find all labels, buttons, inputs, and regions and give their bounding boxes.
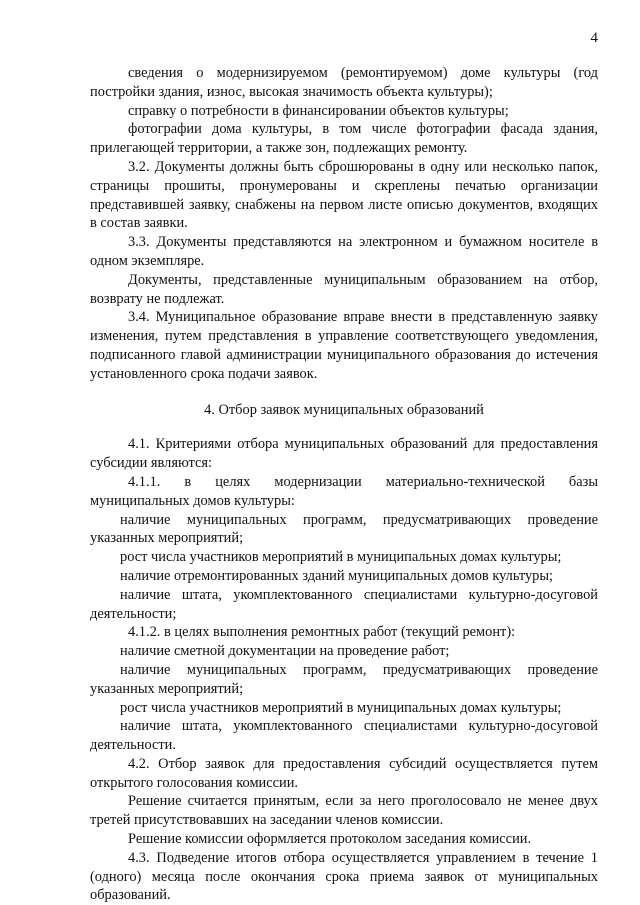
paragraph: наличие штата, укомплектованного специалистами культурно-досуговой деятельности; [90,586,598,622]
paragraph: Решение комиссии оформляется протоколом заседания комиссии. [128,831,532,848]
paragraph: наличие сметной документации на проведение работ; [120,643,450,660]
paragraph: 3.2. Документы должны быть сброшюрованы в одну или несколько папок, страницы прошиты, пронумерованы и скреплены печатью организации представившей заявку, снабжены на первом листе описью документов, входящих в состав заявки. [90,158,598,232]
paragraph: наличие муниципальных программ, предусматривающих проведение указанных мероприятий; [90,511,598,547]
paragraph: Решение считается принятым, если за него проголосовало не менее двух третей присутствовавших на заседании членов комиссии. [90,793,598,829]
paragraph: 3.4. Муниципальное образование вправе внести в представленную заявку изменения, путем представления в управление соответствующего уведомления, подписанного главой администрации муниципального образования до истечения установленного срока подачи заявок. [90,309,598,382]
paragraph: справку о потребности в финансировании объектов культуры; [128,102,509,119]
paragraph: рост числа участников мероприятий в муниципальных домах культуры; [120,699,562,716]
paragraph: 4.1.1. в целях модернизации материально-технической базы муниципальных домов культуры: [90,473,598,509]
paragraph: 4.3. Подведение итогов отбора осуществляется управлением в течение 1 (одного) месяца после окончания срока приема заявок от муниципальных образований. [90,849,598,904]
paragraph: наличие отремонтированных зданий муниципальных домов культуры; [120,567,554,584]
paragraph: рост числа участников мероприятий в муниципальных домах культуры; [120,549,562,566]
paragraph: сведения о модернизируемом (ремонтируемом) доме культуры (год постройки здания, износ, высокая значимость объекта культуры); [90,65,598,100]
paragraph: 4.2. Отбор заявок для предоставления субсидий осуществляется путем открытого голосования комиссии. [90,755,598,791]
paragraph: Документы, представленные муниципальным образованием на отбор, возврату не подлежат. [90,271,598,307]
page-number: 4 [590,30,598,46]
paragraph: 3.3. Документы представляются на электронном и бумажном носителе в одном экземпляре. [90,234,598,269]
paragraph: 4.1.2. в целях выполнения ремонтных работ (текущий ремонт): [128,624,516,641]
paragraph: наличие штата, укомплектованного специалистами культурно-досуговой деятельности. [90,718,598,754]
section-heading: 4. Отбор заявок муниципальных образований [204,401,484,418]
paragraph: 4.1. Критериями отбора муниципальных образований для предоставления субсидии являются: [90,436,598,472]
paragraph: фотографии дома культуры, в том числе фотографии фасада здания, прилегающей территории, а также зон, подлежащих ремонту. [90,121,598,157]
paragraph: наличие муниципальных программ, предусматривающих проведение указанных мероприятий; [90,661,598,697]
document-body [90,64,598,905]
